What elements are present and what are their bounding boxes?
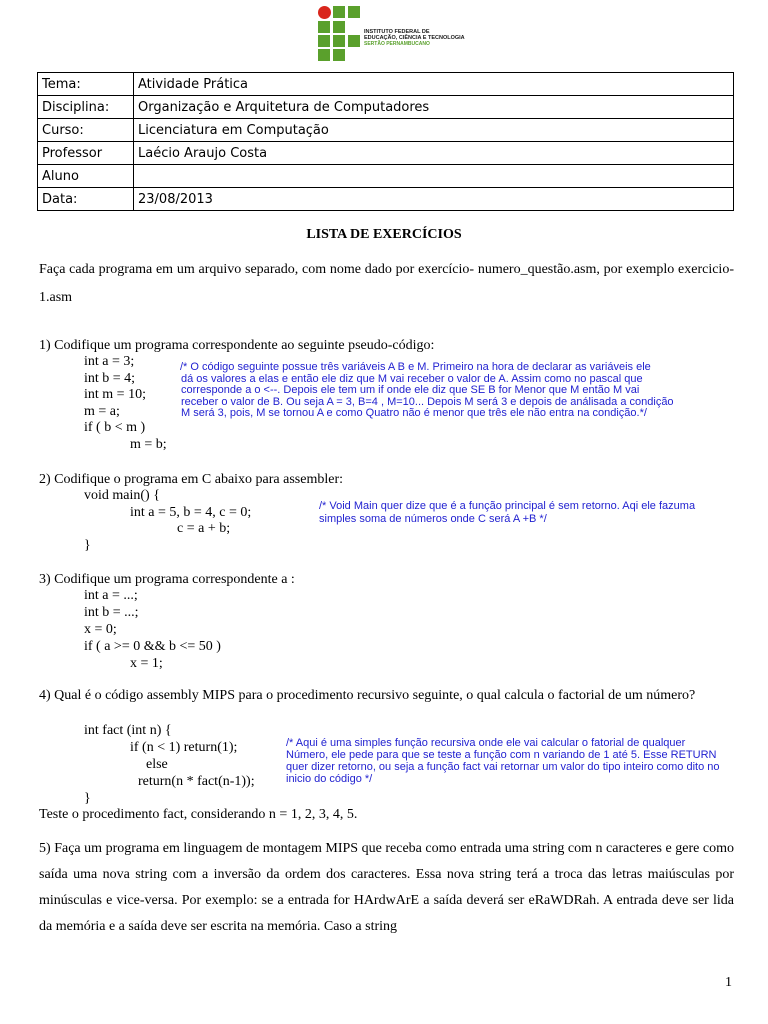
code-line: int b = ...; [84, 605, 139, 620]
logo-square [348, 6, 360, 18]
info-table [37, 72, 734, 211]
code-line: if ( a >= 0 && b <= 50 ) [84, 639, 221, 654]
code-line: int a = ...; [84, 588, 138, 603]
q1-comment: /* O código seguinte possue três variáveis A B e M. Primeiro na hora de declarar as variáveis ele dá os valores a elas e então ele diz que M vai receber o valor de A. Assim como no pascal que corresponde a o <--. Depois ele tem um if onde ele diz que SE B for Menor que M então M vai receber o valor de B. Ou seja A = 3, B=4 , M=10... Depois M será 3 e depois de análisada a condição M será 3, pois, M se tornou A e como Quatro não é menor que três ele não entra na condição.*/ [180, 361, 674, 419]
code-line: int b = 4; [84, 371, 136, 386]
code-line: if ( b < m ) [84, 420, 146, 435]
info-row-aluno: Aluno [38, 165, 734, 188]
q4-comment: /* Aqui é uma simples função recursiva onde ele vai calcular o fatorial de qualquer Número, ele pede para que se teste a função com n variando de 1 até 5. Esse RETURN quer dizer retorno, ou seja a função fact vai retornar um valor do tipo inteiro como dito no inicio do código */ [286, 737, 720, 785]
code-line: if (n < 1) return(1); [130, 740, 238, 755]
q3-prompt: 3) Codifique um programa correspondente a : [39, 572, 295, 587]
q4-test-instruction: Teste o procedimento fact, considerando n = 1, 2, 3, 4, 5. [39, 807, 358, 822]
q2-prompt: 2) Codifique o programa em C abaixo para assembler: [39, 472, 344, 487]
code-line: } [84, 791, 91, 806]
code-line: x = 1; [130, 656, 163, 671]
code-line: m = b; [130, 437, 167, 452]
code-line: int m = 10; [84, 387, 146, 402]
intro-paragraph: Faça cada programa em um arquivo separado, com nome dado por exercício- numero_questão.asm, por exemplo exercicio-1.asm [39, 262, 734, 305]
code-line: int fact (int n) { [84, 723, 172, 738]
code-line: else [146, 757, 168, 772]
q5-paragraph: 5) Faça um programa em linguagem de montagem MIPS que receba como entrada uma string com n caracteres e gere como saída uma nova string com a inversão da ordem dos caracteres. Essa nova string terá a troca das letras maiúsculas por minúsculas e vice-versa. Por exemplo: se a entrada for HArdwArE a saída deverá ser eRaWDRah. A entrada deve ser lida da memória e a saída deve ser escrita na memória. Caso a string [39, 841, 734, 934]
logo-square [333, 21, 345, 33]
q2-comment: /* Void Main quer dize que é a função principal é sem retorno. Aqi ele fazuma simples soma de números onde C será A +B */ [319, 500, 696, 525]
code-line: x = 0; [84, 622, 117, 637]
code-line: int a = 3; [84, 354, 135, 369]
institution-name: INSTITUTO FEDERAL DE EDUCAÇÃO, CIÊNCIA E TECNOLOGIA SERTÃO PERNAMBUCANO [364, 29, 465, 47]
logo-square [333, 49, 345, 61]
info-row-tema: Tema: Atividade Prática [38, 73, 734, 96]
info-row-professor: Professor Laécio Araujo Costa [38, 142, 734, 165]
info-row-disciplina: Disciplina: Organização e Arquitetura de Computadores [38, 96, 734, 119]
page-number: 1 [725, 975, 732, 990]
info-row-data: Data: 23/08/2013 [38, 188, 734, 211]
q1-prompt: 1) Codifique um programa correspondente ao seguinte pseudo-código: [39, 338, 435, 353]
code-line: void main() { [84, 488, 160, 503]
logo-square [318, 49, 330, 61]
code-line: return(n * fact(n-1)); [138, 774, 255, 789]
info-row-curso: Curso: Licenciatura em Computação [38, 119, 734, 142]
logo-square [348, 35, 360, 47]
logo-square [333, 6, 345, 18]
logo-square [318, 21, 330, 33]
institution-logo [318, 4, 468, 60]
q4-prompt: 4) Qual é o código assembly MIPS para o procedimento recursivo seguinte, o qual calcula o factorial de um número? [39, 688, 696, 703]
logo-square [318, 35, 330, 47]
code-line: int a = 5, b = 4, c = 0; [130, 505, 252, 520]
logo-square [333, 35, 345, 47]
code-line: } [84, 538, 91, 553]
page-title: LISTA DE EXERCÍCIOS [306, 227, 462, 242]
logo-red-dot [318, 6, 331, 19]
code-line: c = a + b; [177, 521, 231, 536]
code-line: m = a; [84, 404, 120, 419]
